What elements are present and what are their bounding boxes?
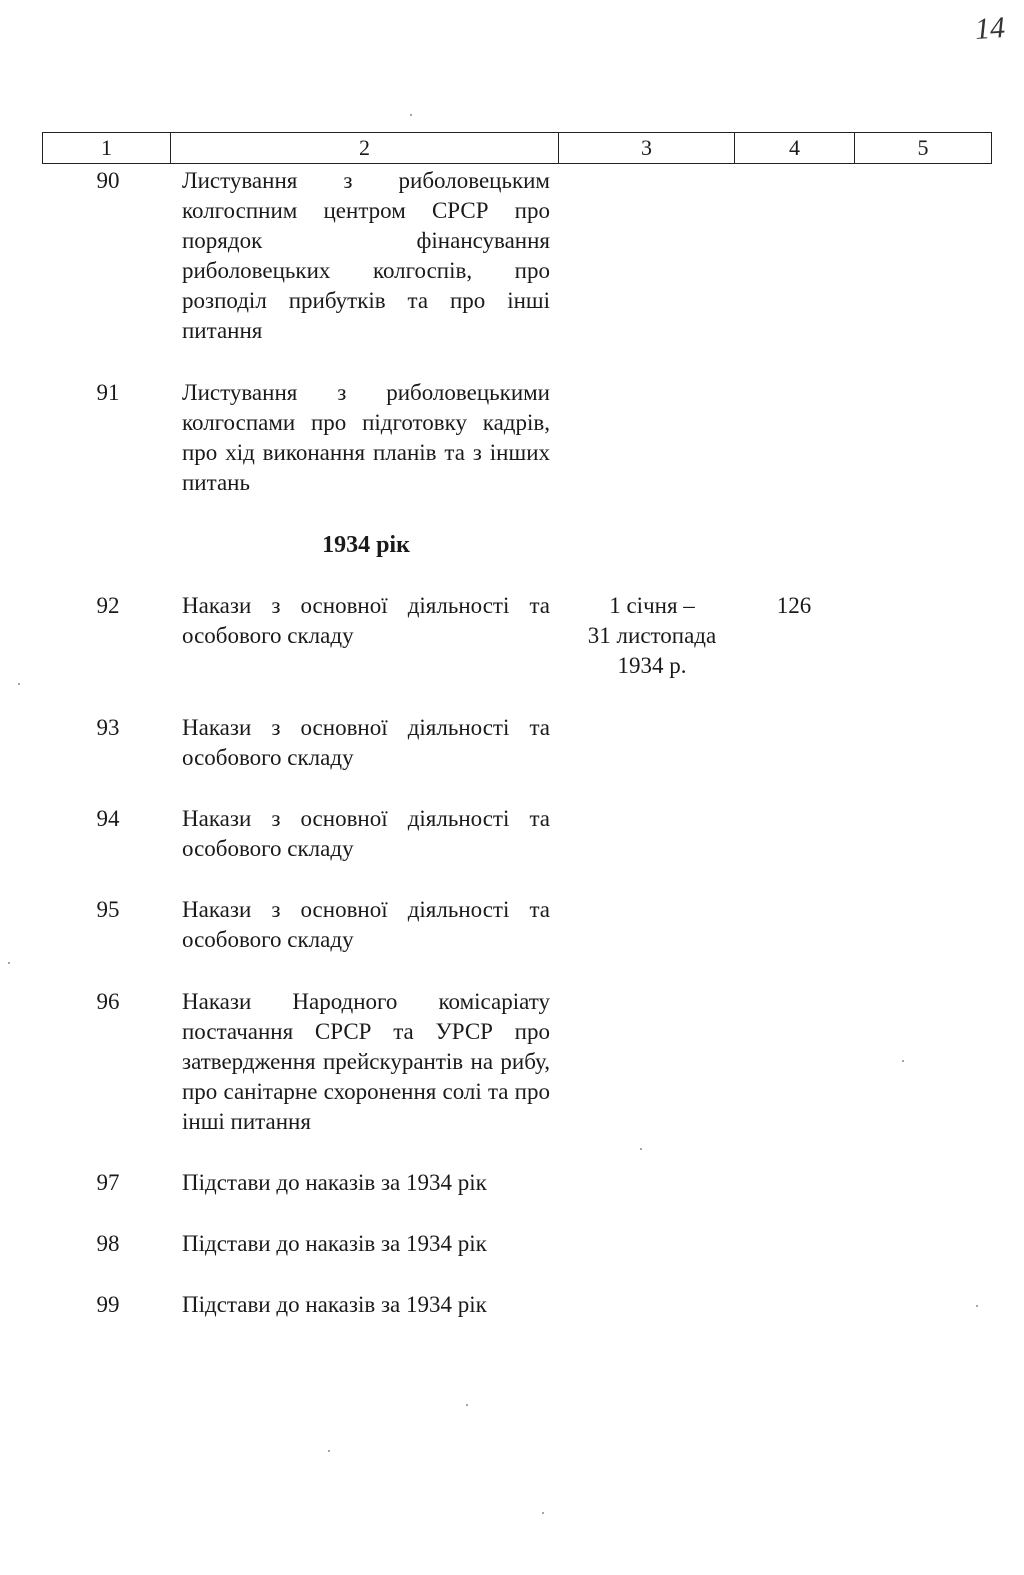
row-number: 93 <box>96 715 120 740</box>
page-number: 14 <box>973 10 1007 47</box>
column-header-5: 5 <box>917 135 929 160</box>
row-number: 97 <box>96 1170 120 1195</box>
scan-speck <box>8 962 10 964</box>
column-header-2: 2 <box>171 133 559 163</box>
row-description: Накази Народного комісаріату постачання СРСР та УРСР про затвердження прейскурантів на рибу, про санітарне схоронення солі та про інші питання <box>182 989 550 1134</box>
row-number: 90 <box>96 168 120 193</box>
row-number: 91 <box>96 380 120 405</box>
row-description: Підстави до наказів за 1934 рік <box>182 1170 487 1195</box>
row-description: Листування з риболовецькими колгоспами про підготовку кадрів, про хід виконання планів та з інших питань <box>182 380 550 495</box>
row-description: Накази з основної діяльності та особового складу <box>182 715 550 770</box>
row-description: Накази з основної діяльності та особового складу <box>182 806 550 861</box>
row-number: 98 <box>96 1231 120 1256</box>
row-description: Підстави до наказів за 1934 рік <box>182 1292 487 1317</box>
scan-speck <box>640 1148 642 1150</box>
row-number: 95 <box>96 897 120 922</box>
scan-speck <box>410 114 412 116</box>
scan-speck <box>976 1305 978 1307</box>
row-number: 99 <box>96 1292 120 1317</box>
row-number: 94 <box>96 806 120 831</box>
column-header-4: 4 <box>735 133 855 163</box>
scan-speck <box>328 1450 330 1452</box>
row-description: Накази з основної діяльності та особового складу <box>182 897 550 952</box>
row-number: 92 <box>96 593 120 618</box>
row-number: 96 <box>96 989 120 1014</box>
row-sheets: 126 <box>776 593 812 618</box>
row-dates: 1 січня – 31 листопада 1934 р. <box>587 593 717 678</box>
scan-speck <box>542 1512 544 1514</box>
row-description: Підстави до наказів за 1934 рік <box>182 1231 487 1256</box>
row-description: Накази з основної діяльності та особового складу <box>182 593 550 648</box>
column-header-1: 1 <box>43 133 171 163</box>
year-heading: 1934 рік <box>322 532 410 558</box>
scan-speck <box>18 683 20 685</box>
table-header <box>42 132 992 164</box>
column-header-3: 3 <box>559 133 735 163</box>
scan-speck <box>902 1060 904 1062</box>
row-description: Листування з риболовецьким колгоспним центром СРСР про порядок фінансування риболовецьких колгоспів, про розподіл прибутків та про інші питання <box>182 168 550 343</box>
scan-speck <box>466 1404 468 1406</box>
